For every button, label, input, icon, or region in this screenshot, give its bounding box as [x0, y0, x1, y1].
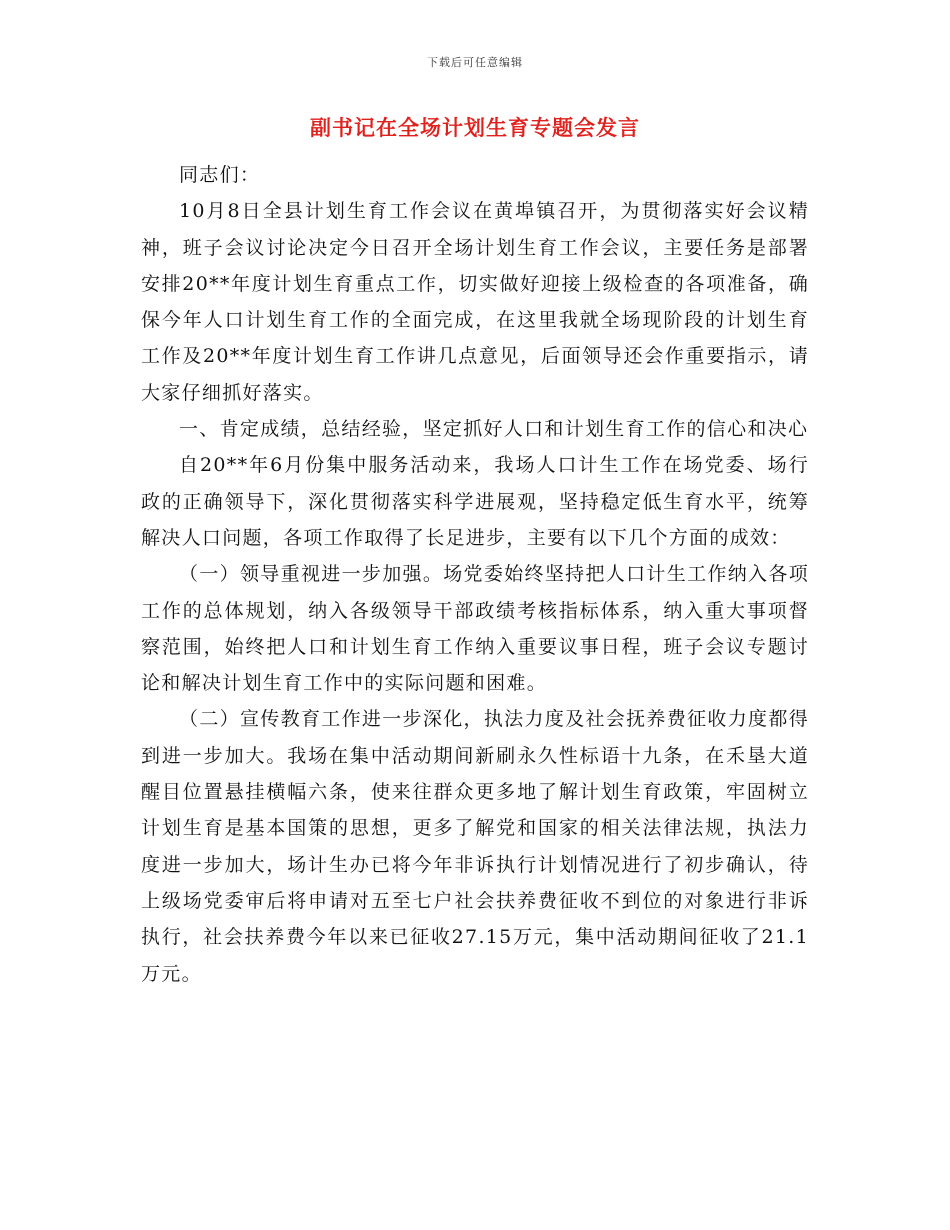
- paragraph-intro: 10月8日全县计划生育工作会议在黄埠镇召开，为贯彻落实好会议精神，班子会议讨论决定今日召开全场计划生育工作会议，主要任务是部署安排20**年度计划生育重点工作，切实做好迎接上级检查的各项准备，确保今年人口计划生育工作的全面完成，在这里我就全场现阶段的计划生育工作及20**年度计划生育工作讲几点意见，后面领导还会作重要指示，请大家仔细抓好落实。: [141, 200, 809, 404]
- document-title: 副书记在全场计划生育专题会发言: [310, 115, 640, 140]
- document-body: [141, 157, 809, 992]
- paragraph-achievements: 自20**年6月份集中服务活动来，我场人口计生工作在场党委、场行政的正确领导下，深化贯彻落实科学进展观，坚持稳定低生育水平，统筹解决人口问题，各项工作取得了长足进步，主要有以下几个方面的成效：: [141, 454, 809, 549]
- section-heading-1: 一、肯定成绩，总结经验，坚定抓好人口和计划生育工作的信心和决心: [179, 418, 809, 441]
- salutation: 同志们：: [179, 164, 261, 186]
- header-note: 下载后可任意编辑: [427, 56, 523, 69]
- paragraph-item-2: （二）宣传教育工作进一步深化，执法力度及社会抚养费征收力度都得到进一步加大。我场在集中活动期间新刷永久性标语十九条，在禾垦大道醒目位置悬挂横幅六条，使来往群众更多地了解计划生育政策，牢固树立计划生育是基本国策的思想，更多了解党和国家的相关法律法规，执法力度进一步加大，场计生办已将今年非诉执行计划情况进行了初步确认，待上级场党委审后将申请对五至七户社会扶养费征收不到位的对象进行非诉执行，社会扶养费今年以来已征收27.15万元，集中活动期间征收了21.1万元。: [141, 708, 809, 985]
- paragraph-item-1: （一）领导重视进一步加强。场党委始终坚持把人口计生工作纳入各项工作的总体规划，纳入各级领导干部政绩考核指标体系，纳入重大事项督察范围，始终把人口和计划生育工作纳入重要议事日程，班子会议专题讨论和解决计划生育工作中的实际问题和困难。: [141, 563, 809, 695]
